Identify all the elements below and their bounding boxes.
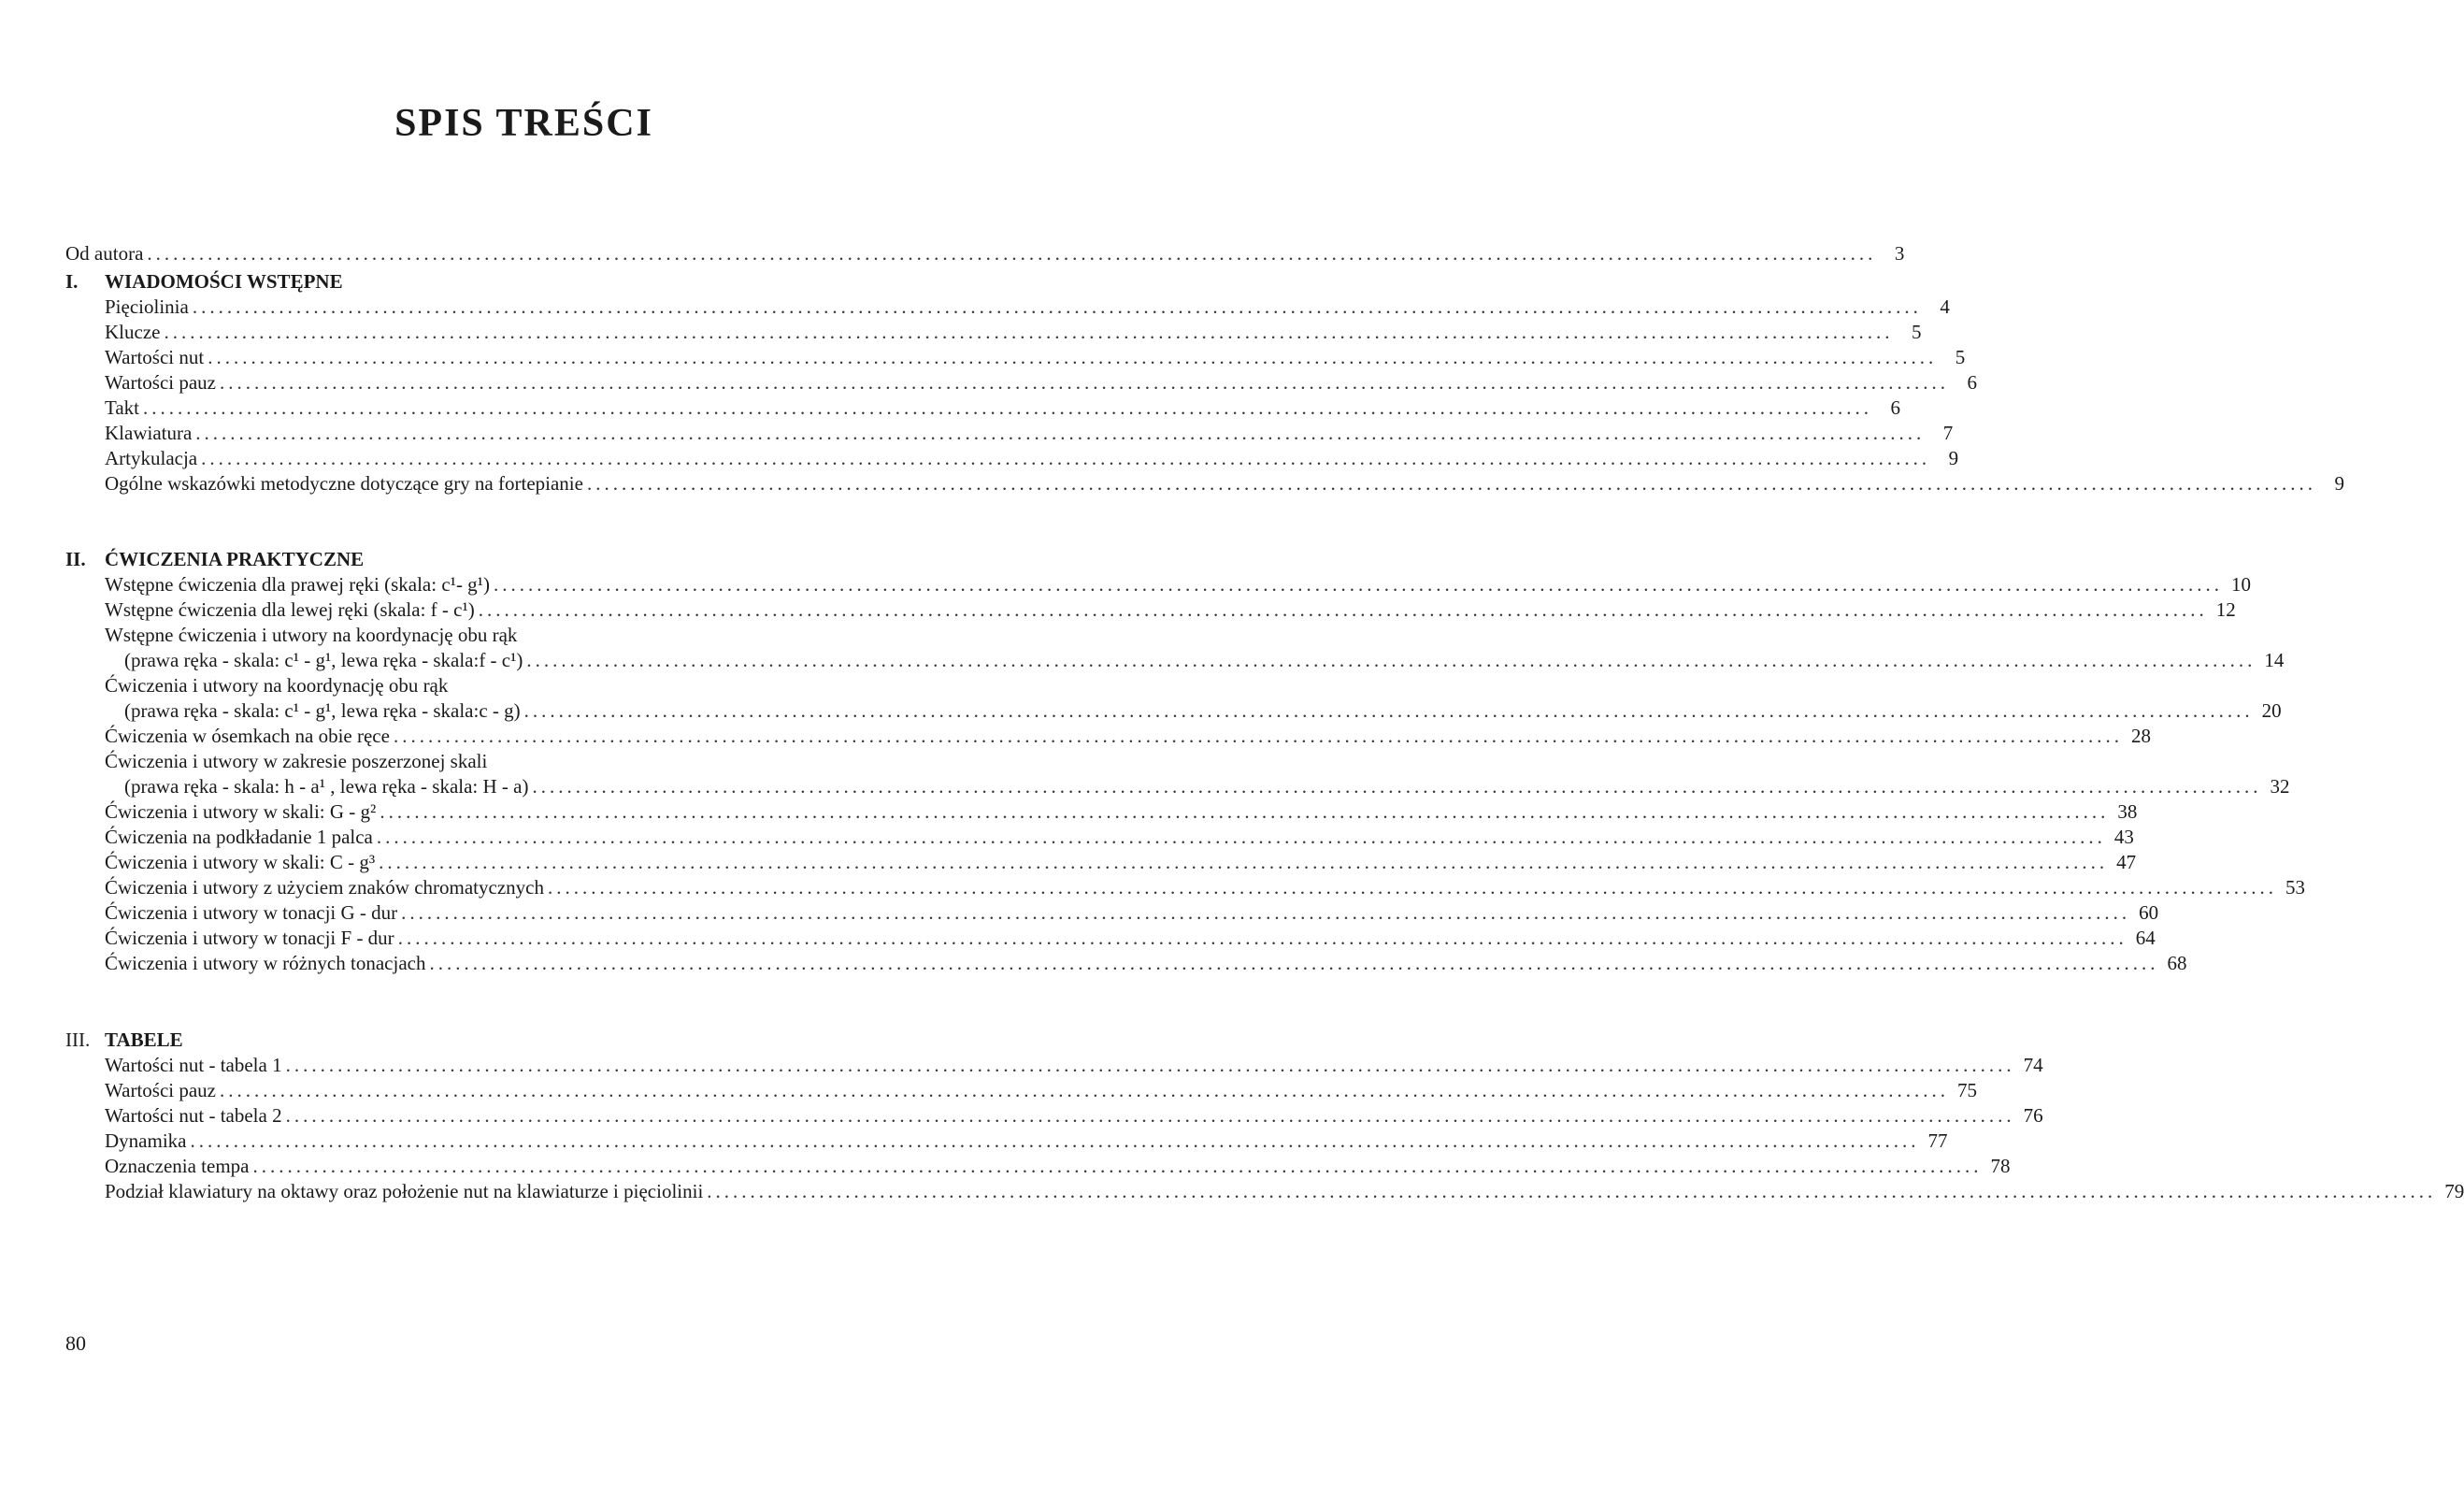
toc-entry	[65, 648, 2285, 673]
toc-entry-label: Wstępne ćwiczenia dla lewej ręki (skala: f - c¹)	[105, 598, 475, 621]
toc-entry-page: 75	[1957, 1079, 1978, 1101]
toc-entry-label: Artykulacja	[105, 447, 198, 469]
leader-dots: ........................................................................................................................................................................................................	[195, 422, 1926, 444]
leader-dots: ........................................................................................................................................................................................................	[478, 598, 2208, 621]
toc-entry-page: 14	[2264, 649, 2285, 671]
toc-entry	[65, 446, 1959, 471]
toc-entry	[65, 1179, 2464, 1204]
toc-entry-label: Klawiatura	[105, 422, 193, 444]
section-title: ĆWICZENIA PRAKTYCZNE	[105, 548, 365, 570]
section-heading	[65, 268, 972, 295]
toc-entry-page: 79	[2444, 1180, 2464, 1202]
toc-entry	[65, 471, 2344, 496]
toc-entry	[65, 673, 972, 698]
toc-entry-label: Ćwiczenia i utwory w tonacji F - dur	[105, 927, 394, 949]
toc-entry-page: 43	[2113, 826, 2134, 848]
toc-entry-label: Wartości nut - tabela 1	[105, 1054, 282, 1076]
leader-dots: ........................................................................................................................................................................................................	[586, 472, 2316, 495]
toc-entry-label: Takt	[105, 396, 140, 419]
toc-entry-label: Ćwiczenia w ósemkach na obie ręce	[105, 725, 390, 747]
toc-entry-label: (prawa ręka - skala: h - a¹ , lewa ręka - skala: H - a)	[124, 775, 529, 798]
leader-dots: ........................................................................................................................................................................................................	[285, 1104, 2015, 1127]
toc-entry-page: 6	[1890, 396, 1901, 419]
toc-entry-label: Wartości nut - tabela 2	[105, 1104, 282, 1127]
toc-entry-page: 38	[2117, 800, 2138, 823]
page-title: SPIS TREŚCI	[394, 102, 653, 145]
toc-entry-label: Klucze	[105, 321, 161, 343]
toc-entry	[65, 749, 972, 774]
toc-entry-page: 74	[2023, 1054, 2043, 1076]
toc-entry-page: 64	[2135, 927, 2156, 949]
leader-dots: ........................................................................................................................................................................................................	[397, 927, 2127, 949]
toc-entry	[65, 900, 2159, 926]
toc-entry	[65, 1129, 1948, 1154]
toc-entry-label: Wstępne ćwiczenia dla prawej ręki (skala: c¹- g¹)	[105, 573, 490, 596]
toc-section-1	[65, 268, 2344, 496]
toc-entry-label: Ćwiczenia i utwory w skali: C - g³	[105, 851, 376, 873]
leader-dots: ........................................................................................................................................................................................................	[401, 901, 2131, 924]
toc-entry-label: Od autora	[65, 242, 144, 265]
section-number: I.	[65, 270, 79, 293]
leader-dots: ........................................................................................................................................................................................................	[393, 725, 2123, 747]
section-title: WIADOMOŚCI WSTĘPNE	[105, 270, 343, 293]
toc-entry-page: 28	[2130, 725, 2151, 747]
toc-entry-label: Ćwiczenia na podkładanie 1 palca	[105, 826, 373, 848]
toc-entry	[65, 1053, 2043, 1078]
toc-entry	[65, 597, 2236, 623]
toc-entry-page: 20	[2261, 699, 2282, 722]
toc-entry-label: Ćwiczenia i utwory w różnych tonacjach	[105, 952, 426, 974]
toc-entry-label: Wartości pauz	[105, 371, 217, 394]
leader-dots: ........................................................................................................................................................................................................	[285, 1054, 2015, 1076]
leader-dots: ........................................................................................................................................................................................................	[192, 295, 1922, 318]
toc-entry	[65, 345, 1966, 370]
toc-entry-label: Ćwiczenia i utwory na koordynację obu rąk	[105, 674, 449, 697]
leader-dots: ........................................................................................................................................................................................................	[252, 1155, 1983, 1177]
toc-entry-page: 53	[2285, 876, 2305, 899]
toc-entry-label: Wartości nut	[105, 346, 205, 368]
toc-entry-label: Dynamika	[105, 1129, 187, 1152]
leader-dots: ........................................................................................................................................................................................................	[707, 1180, 2437, 1202]
section-heading	[65, 546, 972, 572]
toc-section-2	[65, 546, 2305, 976]
toc-entry	[65, 698, 2282, 724]
leader-dots: ........................................................................................................................................................................................................	[526, 649, 2256, 671]
toc-entry-label: (prawa ręka - skala: c¹ - g¹, lewa ręka - skala:c - g)	[124, 699, 521, 722]
toc-entry	[65, 320, 1922, 345]
toc-entry-label: Podział klawiatury na oktawy oraz położenie nut na klawiaturze i pięciolinii	[105, 1180, 704, 1202]
toc-entry-label: Ćwiczenia i utwory w tonacji G - dur	[105, 901, 398, 924]
toc-entry	[65, 850, 2137, 875]
toc-intro	[65, 241, 1905, 266]
toc-entry-label: Pięciolinia	[105, 295, 189, 318]
toc-entry-page: 9	[2334, 472, 2344, 495]
toc-entry	[65, 295, 1950, 320]
toc-entry	[65, 572, 2251, 597]
section-heading	[65, 1027, 972, 1053]
toc-entry	[65, 1078, 1978, 1103]
section-number: II.	[65, 548, 86, 570]
toc-entry-label: (prawa ręka - skala: c¹ - g¹, lewa ręka - skala:f - c¹)	[124, 649, 523, 671]
toc-entry-page: 6	[1967, 371, 1978, 394]
toc-entry-page: 4	[1940, 295, 1950, 318]
toc-entry	[65, 396, 1901, 421]
toc-entry	[65, 875, 2305, 900]
toc-entry-label: Wartości pauz	[105, 1079, 217, 1101]
toc-entry-page: 77	[1927, 1129, 1948, 1152]
toc-entry-page: 68	[2167, 952, 2187, 974]
toc-entry-page: 5	[1955, 346, 1966, 368]
leader-dots: ........................................................................................................................................................................................................	[547, 876, 2277, 899]
leader-dots: ........................................................................................................................................................................................................	[190, 1129, 1920, 1152]
toc-entry	[65, 825, 2134, 850]
leader-dots: ........................................................................................................................................................................................................	[532, 775, 2262, 798]
toc-entry-label: Wstępne ćwiczenia i utwory na koordynację obu rąk	[105, 624, 518, 646]
leader-dots: ........................................................................................................................................................................................................	[380, 800, 2110, 823]
toc-entry	[65, 774, 2290, 799]
toc-entry-page: 60	[2139, 901, 2159, 924]
toc-section-3	[65, 1027, 2464, 1204]
toc-entry	[65, 421, 1954, 446]
toc-entry-label: Ćwiczenia i utwory w zakresie poszerzonej skali	[105, 750, 488, 772]
toc-entry-label: Ogólne wskazówki metodyczne dotyczące gry na fortepianie	[105, 472, 583, 495]
leader-dots: ........................................................................................................................................................................................................	[376, 826, 2106, 848]
toc-entry	[65, 370, 1978, 396]
toc-entry-page: 9	[1948, 447, 1959, 469]
toc-entry-page: 7	[1942, 422, 1954, 444]
leader-dots: ........................................................................................................................................................................................................	[493, 573, 2223, 596]
toc-entry-label: Ćwiczenia i utwory z użyciem znaków chromatycznych	[105, 876, 544, 899]
toc-entry	[65, 724, 2151, 749]
toc-entry-page: 32	[2270, 775, 2290, 798]
leader-dots: ........................................................................................................................................................................................................	[147, 242, 1877, 265]
toc-entry-page: 76	[2023, 1104, 2043, 1127]
leader-dots: ........................................................................................................................................................................................................	[523, 699, 2254, 722]
leader-dots: ........................................................................................................................................................................................................	[429, 952, 2159, 974]
leader-dots: ........................................................................................................................................................................................................	[220, 1079, 1950, 1101]
toc-entry	[65, 241, 1905, 266]
toc-entry-page: 12	[2215, 598, 2236, 621]
toc-entry-page: 3	[1894, 242, 1905, 265]
toc-entry-page: 10	[2230, 573, 2251, 596]
toc-entry	[65, 623, 972, 648]
leader-dots: ........................................................................................................................................................................................................	[201, 447, 1931, 469]
toc-entry-label: Oznaczenia tempa	[105, 1155, 250, 1177]
toc-entry-page: 5	[1911, 321, 1922, 343]
toc-entry-page: 78	[1990, 1155, 2011, 1177]
section-number: III.	[65, 1028, 91, 1051]
toc-entry	[65, 951, 2187, 976]
toc-entry-label: Ćwiczenia i utwory w skali: G - g²	[105, 800, 377, 823]
toc-entry	[65, 1103, 2043, 1129]
leader-dots: ........................................................................................................................................................................................................	[208, 346, 1938, 368]
leader-dots: ........................................................................................................................................................................................................	[379, 851, 2109, 873]
leader-dots: ........................................................................................................................................................................................................	[220, 371, 1950, 394]
toc-entry	[65, 1154, 2011, 1179]
leader-dots: ........................................................................................................................................................................................................	[143, 396, 1873, 419]
toc-entry	[65, 799, 2138, 825]
section-title: TABELE	[105, 1028, 183, 1051]
toc-entry-page: 47	[2116, 851, 2137, 873]
toc-entry	[65, 926, 2156, 951]
page-number: 80	[65, 1331, 86, 1355]
leader-dots: ........................................................................................................................................................................................................	[164, 321, 1894, 343]
